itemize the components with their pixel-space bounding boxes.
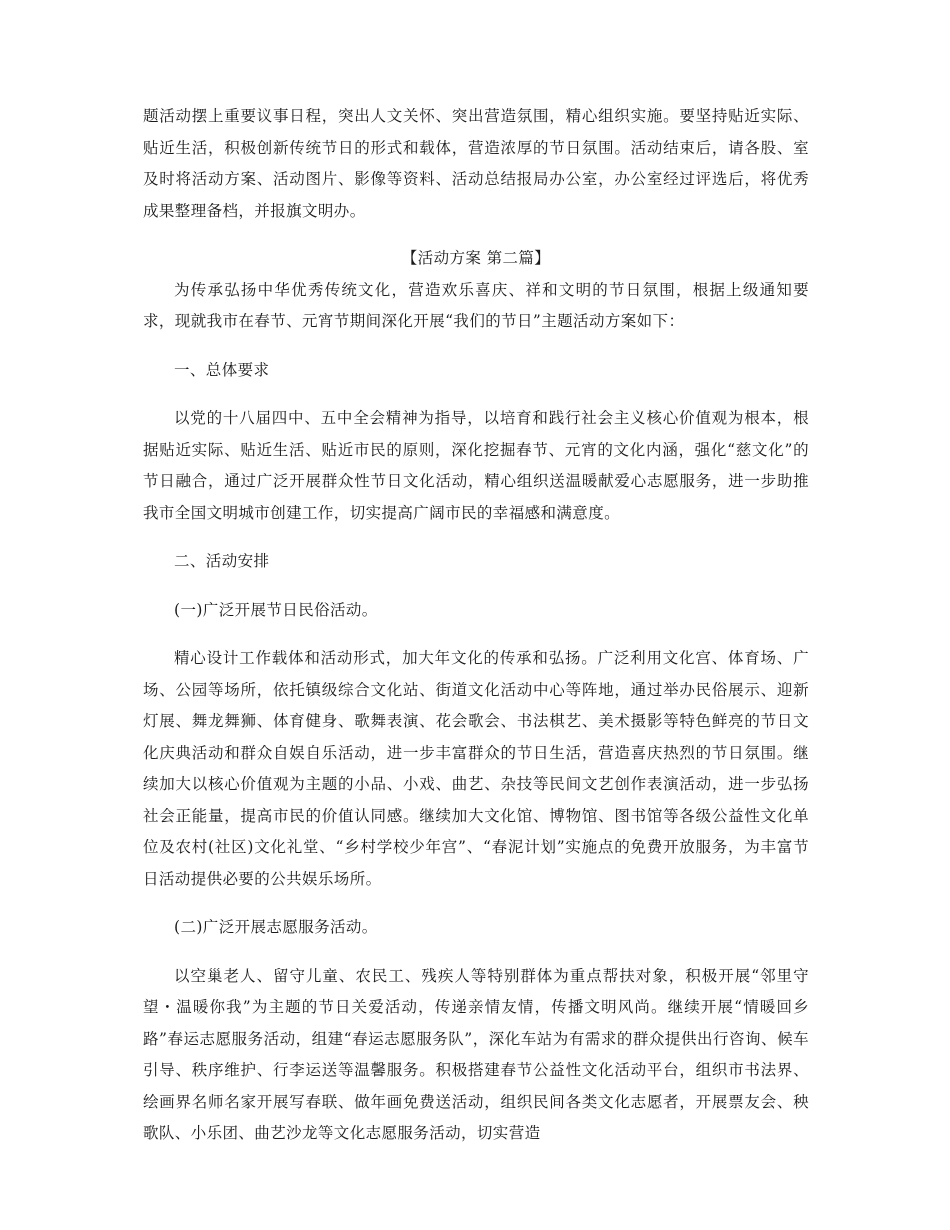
intro-paragraph: 题活动摆上重要议事日程，突出人文关怀、突出营造氛围，精心组织实施。要坚持贴近实际、贴近生活，积极创新传统节日的形式和载体，营造浓厚的节日氛围。活动结束后，请各股、室及时将活动方案、活动图片、影像等资料、活动总结报局办公室，办公室经过评选后，将优秀成果整理备档，并报旗文明办。 [143,107,809,220]
paragraph-general-requirements: 以党的十八届四中、五中全会精神为指导，以培育和践行社会主义核心价值观为根本，根据贴近实际、贴近生活、贴近市民的原则，深化挖掘春节、元宵的文化内涵，强化“慈文化”的节日融合，通过广泛开展群众性节日文化活动，精心组织送温暖献爱心志愿服务，进一步助推我市全国文明城市创建工作，切实提高广阔市民的幸福感和满意度。 [143,409,809,522]
heading-activity-arrangement: 二、活动安排 [174,552,270,570]
paragraph-volunteer-activities: 以空巢老人、留守儿童、农民工、残疾人等特别群体为重点帮扶对象，积极开展“邻里守望・温暖你我”为主题的节日关爱活动，传递亲情友情，传播文明风尚。继续开展“情暖回乡路”春运志愿服务活动，组建“春运志愿服务队”，深化车站为有需求的群众提供出行咨询、候车引导、秩序维护、行李运送等温馨服务。积极搭建春节公益性文化活动平台，组织市书法界、绘画界名师名家开展写春联、做年画免费送活动，组织民间各类文化志愿者，开展票友会、秧歌队、小乐团、曲艺沙龙等文化志愿服务活动，切实营造 [143,966,809,1142]
section-title: 【活动方案 第二篇】 [401,249,551,267]
heading-general-requirements: 一、总体要求 [174,360,270,379]
paragraph-folk-activities: 精心设计工作载体和活动形式，加大年文化的传承和弘扬。广泛利用文化宫、体育场、广场、公园等场所，依托镇级综合文化站、街道文化活动中心等阵地，通过举办民俗展示、迎新灯展、舞龙舞狮、体育健身、歌舞表演、花会歌会、书法棋艺、美术摄影等特色鲜亮的节日文化庆典活动和群众自娱自乐活动，进一步丰富群众的节日生活，营造喜庆热烈的节日氛围。继续加大以核心价值观为主题的小品、小戏、曲艺、杂技等民间文艺创作表演活动，进一步弘扬社会正能量，提高市民的价值认同感。继续加大文化馆、博物馆、图书馆等各级公益性文化单位及农村(社区)文化礼堂、“乡村学校少年宫”、“春泥计划”实施点的免费开放服务，为丰富节日活动提供必要的公共娱乐场所。 [143,649,809,888]
subheading-volunteer-activities: (二)广泛开展志愿服务活动。 [174,918,378,936]
document-body [143,101,809,1150]
subheading-folk-activities: (一)广泛开展节日民俗活动。 [174,600,378,619]
paragraph-purpose: 为传承弘扬中华优秀传统文化，营造欢乐喜庆、祥和文明的节日氛围，根据上级通知要求，现就我市在春节、元宵节期间深化开展“我们的节日”主题活动方案如下： [143,280,809,330]
